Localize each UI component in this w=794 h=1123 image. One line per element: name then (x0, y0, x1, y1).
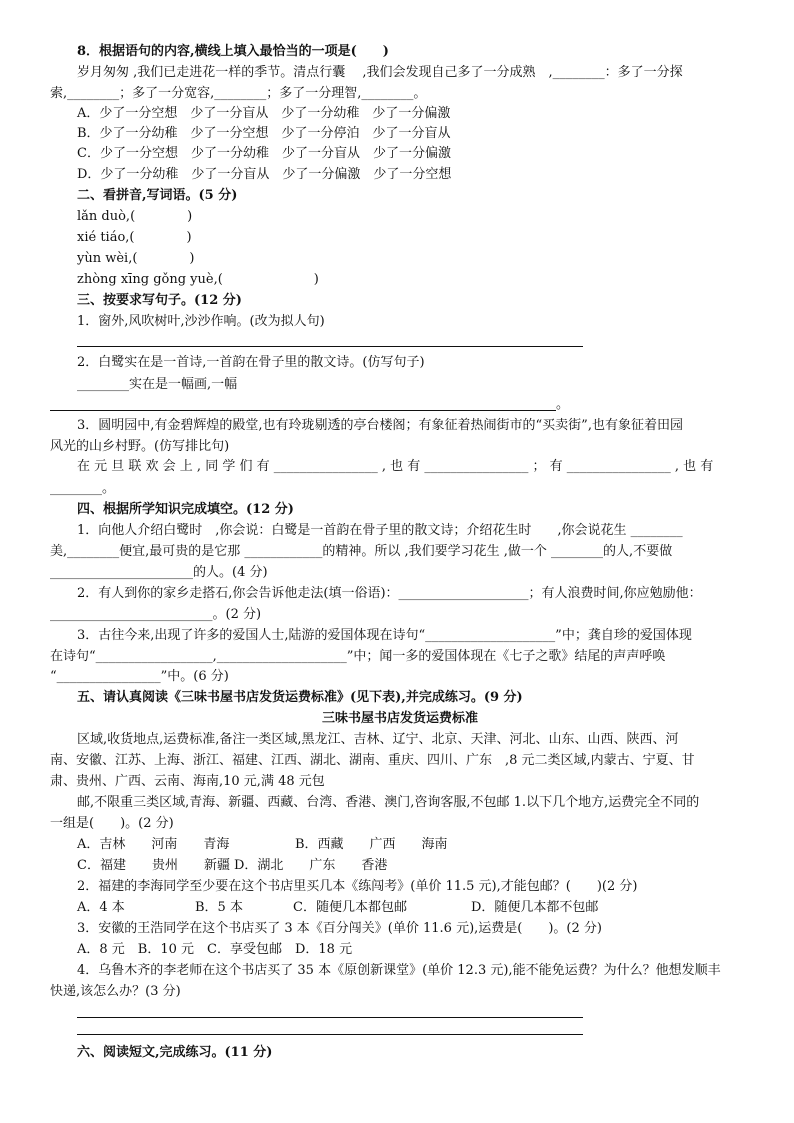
s4-q1-line1: 1．向他人介绍白鹭时 ,你会说：白鹭是一首韵在骨子里的散文诗；介绍花生时 ,你会说花生 ________ (77, 523, 683, 538)
answer-line (50, 410, 556, 411)
table-text-1: 区域,收货地点,运费标准,备注一类区域,黑龙江、吉林、辽宁、北京、天津、河北、山东、山西、陕西、河 (77, 732, 679, 747)
q8-option-b: B．少了一分幼稚 少了一分空想 少了一分停泊 少了一分盲从 (77, 126, 451, 141)
table-title: 三味书屋书店发货运费标准 (321, 711, 478, 726)
s3-q3-line2: 风光的山乡村野。(仿写排比句) (50, 439, 230, 454)
s5-q3: 3．安徽的王浩同学在这个书店买了 3 本《百分闯关》(单价 11.6 元),运费是( )。(2 分) (77, 921, 602, 936)
pinyin-3: yùn wèi,( ) (77, 251, 195, 266)
table-text-3: 肃、贵州、广西、云南、海南,10 元,满 48 元包 (50, 774, 325, 789)
s5-q2-option-d: D．随便几本都不包邮 (471, 900, 599, 915)
s5-q1-stem-end: 一组是( )。(2 分) (50, 816, 174, 831)
q8-line2: 索,________；多了一分宽容,________；多了一分理智,________。 (50, 86, 427, 101)
pinyin-2: xié tiáo,( ) (77, 230, 192, 245)
s5-q1-option-d: D．湖北 广东 香港 (233, 858, 388, 873)
s5-q2-options (77, 898, 750, 918)
answer-line (77, 346, 583, 347)
s5-q2-option-c: C．随便几本都包邮 (293, 900, 407, 915)
s3-q3-line3: 在 元 旦 联 欢 会 上 , 同 学 们 有 ________________ , 也 有 ________________ ； 有 ________________ , 也 有 (77, 459, 714, 474)
s3-q2-end: 。 (556, 397, 570, 412)
s5-q4-line1: 4．乌鲁木齐的李老师在这个书店买了 35 本《原创新课堂》(单价 12.3 元),能不能免运费？为什么？他想发顺丰 (77, 963, 721, 978)
s4-q2-line2: _________________________。(2 分) (50, 607, 262, 622)
s4-q1-line2: 美,________便宜,最可贵的是它那 ____________的精神。所以 ,我们要学习花生 ,做一个 ________的人,不要做 (50, 544, 673, 559)
pinyin-1: lǎn duò,( ) (77, 209, 193, 224)
answer-line (77, 1017, 583, 1018)
s3-q2-prompt: ________实在是一幅画,一幅 (77, 377, 238, 392)
section5-title: 五、请认真阅读《三味书屋书店发货运费标准》(见下表),并完成练习。(9 分) (77, 690, 523, 705)
s4-q3-line3: “________________”中。(6 分) (50, 669, 229, 684)
s5-q4-line2: 快递,该怎么办？(3 分) (50, 984, 181, 999)
q8-option-d: D．少了一分幼稚 少了一分盲从 少了一分偏激 少了一分空想 (77, 167, 452, 182)
section4-title: 四、根据所学知识完成填空。(12 分) (77, 502, 294, 517)
table-text-2: 南、安徽、江苏、上海、浙江、福建、江西、湖北、湖南、重庆、四川、广东 ,8 元二类区域,内蒙古、宁夏、甘 (50, 753, 695, 768)
q8-option-c: C．少了一分空想 少了一分幼稚 少了一分盲从 少了一分偏激 (77, 146, 451, 161)
s5-q1-option-a: A．吉林 河南 青海 (77, 837, 230, 852)
s5-q1-option-b: B．西藏 广西 海南 (295, 837, 448, 852)
section6-title: 六、阅读短文,完成练习。(11 分) (77, 1045, 273, 1060)
table-text-4: 邮,不限重三类区域,青海、新疆、西藏、台湾、香港、澳门,咨询客服,不包邮 1.以下几个地方,运费完全不同的 (77, 795, 700, 810)
q8-line1: 岁月匆匆 ,我们已走进花一样的季节。清点行囊 ,我们会发现自己多了一分成熟 ,________：多了一分探 (77, 65, 683, 80)
s5-q2: 2．福建的李海同学至少要在这个书店里买几本《练闯考》(单价 11.5 元),才能包邮？( )(2 分) (77, 879, 638, 894)
s5-q1-option-c: C．福建 贵州 新疆 (77, 858, 230, 873)
section2-title: 二、看拼音,写词语。(5 分) (77, 188, 238, 203)
s3-q2: 2．白鹭实在是一首诗,一首韵在骨子里的散文诗。(仿写句子) (77, 355, 425, 370)
s5-q1-options-ab (77, 835, 750, 855)
s4-q3-line2: 在诗句“__________________,____________________”中；闻一多的爱国体现在《七子之歌》结尾的声声呼唤 (50, 649, 666, 664)
s5-q1-options-cd (77, 856, 750, 876)
s3-q3-line1: 3．圆明园中,有金碧辉煌的殿堂,也有玲珑剔透的亭台楼阁；有象征着热闹街市的“买卖街”,也有象征着田园 (77, 418, 683, 433)
s3-q1: 1．窗外,风吹树叶,沙沙作响。(改为拟人句) (77, 314, 325, 329)
answer-line (77, 1034, 583, 1035)
s5-q2-option-a: A．4 本 (77, 900, 125, 915)
section3-title: 三、按要求写句子。(12 分) (77, 293, 242, 308)
q8-stem: 8．根据语句的内容,横线上填入最恰当的一项是( ) (77, 44, 389, 59)
s5-q3-options: A．8 元 B．10 元 C．享受包邮 D．18 元 (77, 942, 353, 957)
s5-q2-option-b: B．5 本 (195, 900, 243, 915)
q8-option-a: A．少了一分空想 少了一分盲从 少了一分幼稚 少了一分偏激 (77, 106, 451, 121)
s4-q3-line1: 3．古往今来,出现了许多的爱国人士,陆游的爱国体现在诗句“____________________”中；龚自珍的爱国体现 (77, 628, 692, 643)
s4-q1-line3: ______________________的人。(4 分) (50, 565, 268, 580)
pinyin-4: zhòng xīng gǒng yuè,( ) (77, 272, 319, 287)
s4-q2-line1: 2．有人到你的家乡走搭石,你会告诉他走法(填一俗语)：____________________；有人浪费时间,你应勉励他： (77, 586, 702, 601)
s3-q3-line4: ________。 (50, 481, 116, 496)
